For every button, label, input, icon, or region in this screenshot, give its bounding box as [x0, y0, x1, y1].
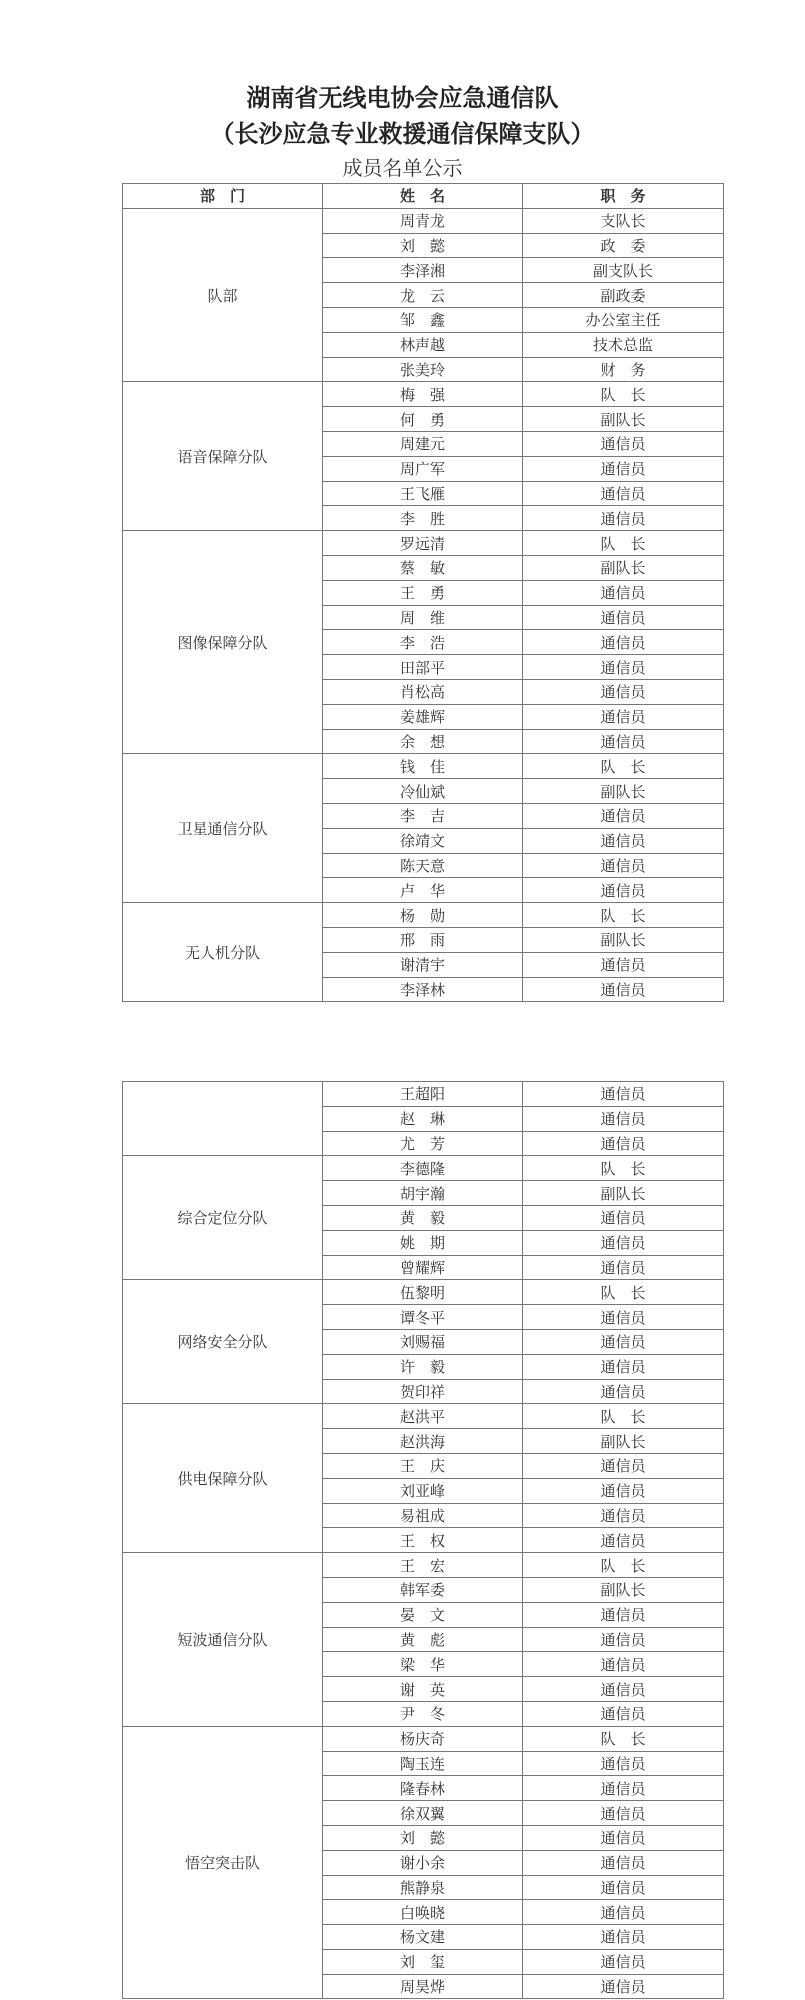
- member-role-cell: 通信员: [523, 1602, 724, 1627]
- member-role-cell: 副队长: [523, 1577, 724, 1602]
- member-role-cell: 通信员: [523, 1528, 724, 1553]
- member-role-cell: 通信员: [523, 729, 724, 754]
- member-role-cell: 通信员: [523, 605, 724, 630]
- member-role-cell: 通信员: [523, 630, 724, 655]
- dept-cell: 队部: [123, 208, 323, 382]
- member-name-cell: 邹 鑫: [323, 307, 523, 332]
- member-name-cell: 白唤晓: [323, 1900, 523, 1925]
- roster-table-page-1: [122, 183, 724, 1002]
- member-role-cell: 通信员: [523, 1974, 724, 1999]
- member-name-cell: 余 想: [323, 729, 523, 754]
- document-title: 湖南省无线电协会应急通信队: [246, 83, 559, 112]
- table-row: [123, 1553, 724, 1578]
- dept-cell: 卫星通信分队: [123, 754, 323, 903]
- member-role-cell: 队 长: [523, 531, 724, 556]
- member-role-cell: 通信员: [523, 1478, 724, 1503]
- member-role-cell: 通信员: [523, 1701, 724, 1726]
- member-role-cell: 队 长: [523, 903, 724, 928]
- member-name-cell: 杨文建: [323, 1925, 523, 1950]
- member-role-cell: 通信员: [523, 1776, 724, 1801]
- member-role-cell: 通信员: [523, 431, 724, 456]
- member-role-cell: 通信员: [523, 853, 724, 878]
- header-name: 姓 名: [323, 184, 523, 209]
- member-name-cell: 王 权: [323, 1528, 523, 1553]
- member-role-cell: 通信员: [523, 1106, 724, 1131]
- member-name-cell: 周建元: [323, 431, 523, 456]
- member-name-cell: 谢 英: [323, 1677, 523, 1702]
- member-name-cell: 尤 芳: [323, 1131, 523, 1156]
- member-role-cell: 通信员: [523, 1850, 724, 1875]
- member-role-cell: 队 长: [523, 754, 724, 779]
- member-name-cell: 钱 佳: [323, 754, 523, 779]
- member-role-cell: 通信员: [523, 977, 724, 1002]
- member-name-cell: 赵洪海: [323, 1429, 523, 1454]
- member-role-cell: 副政委: [523, 283, 724, 308]
- member-role-cell: 通信员: [523, 828, 724, 853]
- roster-table-page-2: [122, 1081, 724, 1999]
- member-role-cell: 通信员: [523, 1230, 724, 1255]
- member-role-cell: 副队长: [523, 1181, 724, 1206]
- member-name-cell: 梅 强: [323, 382, 523, 407]
- member-role-cell: 通信员: [523, 1305, 724, 1330]
- member-role-cell: 通信员: [523, 1453, 724, 1478]
- table-row: [123, 531, 724, 556]
- member-name-cell: 许 毅: [323, 1354, 523, 1379]
- member-name-cell: 刘 玺: [323, 1949, 523, 1974]
- member-role-cell: 通信员: [523, 506, 724, 531]
- table-row: [123, 1280, 724, 1305]
- member-role-cell: 通信员: [523, 580, 724, 605]
- member-role-cell: 副队长: [523, 407, 724, 432]
- member-name-cell: 熊静泉: [323, 1875, 523, 1900]
- member-name-cell: 田部平: [323, 655, 523, 680]
- table-row: [123, 1726, 724, 1751]
- member-role-cell: 副队长: [523, 1429, 724, 1454]
- member-name-cell: 易祖成: [323, 1503, 523, 1528]
- member-role-cell: 通信员: [523, 1900, 724, 1925]
- member-name-cell: 胡宇瀚: [323, 1181, 523, 1206]
- member-name-cell: 卢 华: [323, 878, 523, 903]
- member-name-cell: 杨 勋: [323, 903, 523, 928]
- dept-cell: 综合定位分队: [123, 1156, 323, 1280]
- member-name-cell: 张美玲: [323, 357, 523, 382]
- document-subtitle: 成员名单公示: [342, 156, 463, 180]
- member-name-cell: 周广军: [323, 456, 523, 481]
- header-role: 职 务: [523, 184, 724, 209]
- member-role-cell: 通信员: [523, 1801, 724, 1826]
- member-name-cell: 刘 懿: [323, 233, 523, 258]
- member-name-cell: 梁 华: [323, 1652, 523, 1677]
- member-name-cell: 李 胜: [323, 506, 523, 531]
- member-name-cell: 韩军委: [323, 1577, 523, 1602]
- member-role-cell: 通信员: [523, 1677, 724, 1702]
- member-name-cell: 曾耀辉: [323, 1255, 523, 1280]
- member-name-cell: 谢清宇: [323, 952, 523, 977]
- member-role-cell: 通信员: [523, 952, 724, 977]
- dept-cell: 图像保障分队: [123, 531, 323, 754]
- member-name-cell: 罗远清: [323, 531, 523, 556]
- member-role-cell: 通信员: [523, 1329, 724, 1354]
- member-role-cell: 通信员: [523, 1875, 724, 1900]
- member-role-cell: 队 长: [523, 1726, 724, 1751]
- member-name-cell: 徐双翼: [323, 1801, 523, 1826]
- member-name-cell: 赵洪平: [323, 1404, 523, 1429]
- member-name-cell: 伍黎明: [323, 1280, 523, 1305]
- member-name-cell: 李 浩: [323, 630, 523, 655]
- member-role-cell: 支队长: [523, 208, 724, 233]
- member-role-cell: 通信员: [523, 1825, 724, 1850]
- member-name-cell: 贺印祥: [323, 1379, 523, 1404]
- member-role-cell: 通信员: [523, 1652, 724, 1677]
- member-name-cell: 冷仙斌: [323, 779, 523, 804]
- table-row: [123, 382, 724, 407]
- table-row: [123, 208, 724, 233]
- member-role-cell: 通信员: [523, 1354, 724, 1379]
- member-name-cell: 王 勇: [323, 580, 523, 605]
- member-name-cell: 邢 雨: [323, 927, 523, 952]
- member-role-cell: 队 长: [523, 1404, 724, 1429]
- member-role-cell: 通信员: [523, 1627, 724, 1652]
- member-role-cell: 通信员: [523, 1379, 724, 1404]
- member-role-cell: 技术总监: [523, 332, 724, 357]
- member-name-cell: 姚 期: [323, 1230, 523, 1255]
- member-role-cell: 通信员: [523, 1255, 724, 1280]
- member-role-cell: 通信员: [523, 704, 724, 729]
- table-row: [123, 754, 724, 779]
- member-name-cell: 龙 云: [323, 283, 523, 308]
- member-role-cell: 队 长: [523, 1553, 724, 1578]
- member-role-cell: 副支队长: [523, 258, 724, 283]
- member-role-cell: 通信员: [523, 1205, 724, 1230]
- table-row: [123, 1082, 724, 1107]
- member-role-cell: 通信员: [523, 878, 724, 903]
- member-name-cell: 王飞雁: [323, 481, 523, 506]
- member-role-cell: 队 长: [523, 1280, 724, 1305]
- member-role-cell: 通信员: [523, 456, 724, 481]
- member-role-cell: 队 长: [523, 1156, 724, 1181]
- member-role-cell: 通信员: [523, 1751, 724, 1776]
- member-name-cell: 李德隆: [323, 1156, 523, 1181]
- member-name-cell: 陈天意: [323, 853, 523, 878]
- dept-cell: 短波通信分队: [123, 1553, 323, 1727]
- member-role-cell: 副队长: [523, 927, 724, 952]
- member-name-cell: 黄 彪: [323, 1627, 523, 1652]
- member-role-cell: 政 委: [523, 233, 724, 258]
- dept-cell: [123, 1082, 323, 1156]
- member-name-cell: 杨庆奇: [323, 1726, 523, 1751]
- table-row: [123, 1404, 724, 1429]
- member-role-cell: 通信员: [523, 1503, 724, 1528]
- member-name-cell: 王 宏: [323, 1553, 523, 1578]
- member-name-cell: 王 庆: [323, 1453, 523, 1478]
- member-role-cell: 通信员: [523, 679, 724, 704]
- document-title-subline: （长沙应急专业救援通信保障支队）: [210, 119, 595, 148]
- member-name-cell: 李 吉: [323, 803, 523, 828]
- dept-cell: 供电保障分队: [123, 1404, 323, 1553]
- member-name-cell: 肖松高: [323, 679, 523, 704]
- dept-cell: 语音保障分队: [123, 382, 323, 531]
- member-name-cell: 赵 琳: [323, 1106, 523, 1131]
- member-name-cell: 晏 文: [323, 1602, 523, 1627]
- member-name-cell: 李泽湘: [323, 258, 523, 283]
- table-row: [123, 1156, 724, 1181]
- table-row: [123, 903, 724, 928]
- member-name-cell: 周昊烨: [323, 1974, 523, 1999]
- member-name-cell: 谭冬平: [323, 1305, 523, 1330]
- member-name-cell: 隆春林: [323, 1776, 523, 1801]
- member-role-cell: 通信员: [523, 1131, 724, 1156]
- member-name-cell: 李泽林: [323, 977, 523, 1002]
- member-role-cell: 财 务: [523, 357, 724, 382]
- member-name-cell: 姜雄辉: [323, 704, 523, 729]
- member-name-cell: 周青龙: [323, 208, 523, 233]
- member-name-cell: 刘赐福: [323, 1329, 523, 1354]
- member-name-cell: 何 勇: [323, 407, 523, 432]
- member-role-cell: 通信员: [523, 655, 724, 680]
- member-role-cell: 队 长: [523, 382, 724, 407]
- dept-cell: 无人机分队: [123, 903, 323, 1002]
- member-role-cell: 办公室主任: [523, 307, 724, 332]
- member-role-cell: 副队长: [523, 779, 724, 804]
- member-role-cell: 副队长: [523, 555, 724, 580]
- member-name-cell: 刘 懿: [323, 1825, 523, 1850]
- member-name-cell: 徐靖文: [323, 828, 523, 853]
- dept-cell: 网络安全分队: [123, 1280, 323, 1404]
- member-role-cell: 通信员: [523, 1925, 724, 1950]
- member-name-cell: 林声越: [323, 332, 523, 357]
- member-name-cell: 尹 冬: [323, 1701, 523, 1726]
- dept-cell: 悟空突击队: [123, 1726, 323, 1999]
- member-name-cell: 谢小余: [323, 1850, 523, 1875]
- header-dept: 部 门: [123, 184, 323, 209]
- table-header-row: [123, 184, 724, 209]
- member-name-cell: 周 维: [323, 605, 523, 630]
- member-name-cell: 王超阳: [323, 1082, 523, 1107]
- member-role-cell: 通信员: [523, 1949, 724, 1974]
- member-name-cell: 刘亚峰: [323, 1478, 523, 1503]
- member-role-cell: 通信员: [523, 1082, 724, 1107]
- member-role-cell: 通信员: [523, 803, 724, 828]
- member-name-cell: 蔡 敏: [323, 555, 523, 580]
- member-role-cell: 通信员: [523, 481, 724, 506]
- member-name-cell: 陶玉连: [323, 1751, 523, 1776]
- member-name-cell: 黄 毅: [323, 1205, 523, 1230]
